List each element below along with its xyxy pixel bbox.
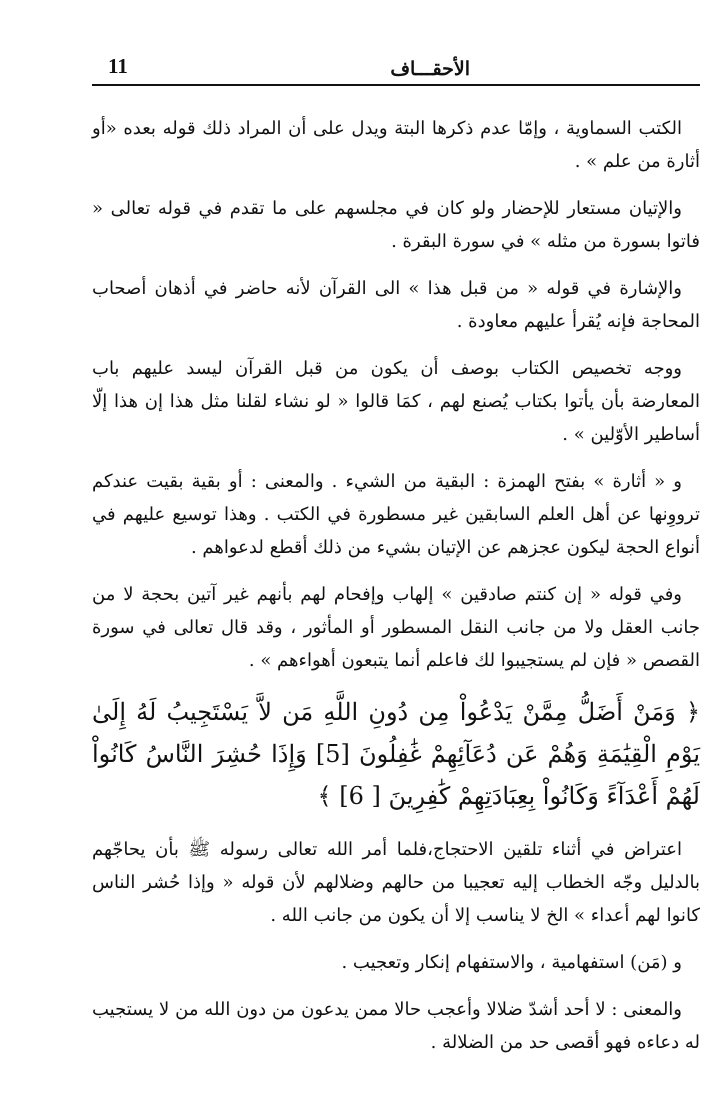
paragraph: ووجه تخصيص الكتاب بوصف أن يكون من قبل القرآن ليسد عليهم باب المعارضة بأن يأتوا بكتاب يُصنع لهم ، كمَا قالوا « لو نشاء لقلنا مثل هذا إن هذا إلّا أساطير الأوّلين » . (92, 358, 700, 445)
running-title: الأحقـــاف (390, 58, 470, 80)
page-header (92, 52, 700, 82)
quran-verse (92, 691, 700, 817)
paragraph: و (مَن) استفهامية ، والاستفهام إنكار وتعجيب . (341, 952, 682, 973)
paragraph: والإشارة في قوله « من قبل هذا » الى القرآن لأنه حاضر في أذهان أصحاب المحاجة فإنه يُقرأ عليهم معاودة . (92, 278, 700, 332)
paragraph: و « أثارة » بفتح الهمزة : البقية من الشيء . والمعنى : أو بقية بقيت عندكم ترووِنها عن أهل العلم السابقين غير مسطورة في الكتب . وهذا توسيع عليهم في أنواع الحجة ليكون عجزهم عن الإتيان بشيء من ذلك أقطع لدعواهم . (92, 471, 700, 558)
verse-close-bracket: ﴾ (317, 782, 332, 810)
paragraph: وفي قوله « إن كنتم صادقين » إلهاب وإفحام لهم بأنهم غير آتين بحجة لا من جانب العقل ولا من جانب النقل المسطور أو المأثور ، وقد قال تعالى في سورة القصص « فإن لم يستجيبوا لك فاعلم أنما يتبعون أهواءهم » . (92, 584, 700, 671)
paragraph: والإتيان مستعار للإحضار ولو كان في مجلسهم على ما تقدم في قوله تعالى « فاتوا بسورة من مثله » في سورة البقرة . (92, 198, 700, 252)
verse-text: وَإِذَا حُشِرَ النَّاسُ كَانُواْ لَهُمْ أَعْدَآءً وَكَانُواْ بِعِبَادَتِهِمْ كَٰفِرِينَ (92, 740, 700, 810)
paragraph: الكتب السماوية ، وإمّا عدم ذكرها البتة ويدل على أن المراد ذلك قوله بعده «أو أثارة من علم » . (92, 118, 700, 172)
verse-open-bracket: ﴿ (685, 698, 700, 726)
body-text (92, 112, 700, 1073)
header-rule (92, 84, 700, 86)
ayah-number: [5] (315, 740, 350, 768)
page-number: 11 (108, 54, 128, 78)
paragraph: اعتراض في أثناء تلقين الاحتجاج،فلما أمر الله تعالى رسوله ﷺ بأن يحاجّهم بالدليل وجّه الخطاب إليه تعجيبا من حالهم وضلالهم لأن قوله « وإذا حُشر الناس كانوا لهم أعداء » الخ لا يناسب إلا أن يكون من جانب الله . (92, 839, 700, 926)
verse-text: وَمَنْ أَضَلُّ مِمَّنْ يَدْعُواْ مِن دُونِ اللَّهِ مَن لاَّ يَسْتَجِيبُ لَهُ إِلَىٰ يَوْمِ الْقِيَٰمَةِ وَهُمْ عَن دُعَآئِهِمْ غَٰفِلُونَ (92, 698, 700, 768)
ayah-number: [ 6] (339, 782, 381, 810)
paragraph: والمعنى : لا أحد أشدّ ضلالا وأعجب حالا ممن يدعون من دون الله من لا يستجيب له دعاءه فهو أقصى حد من الضلالة . (92, 999, 700, 1053)
